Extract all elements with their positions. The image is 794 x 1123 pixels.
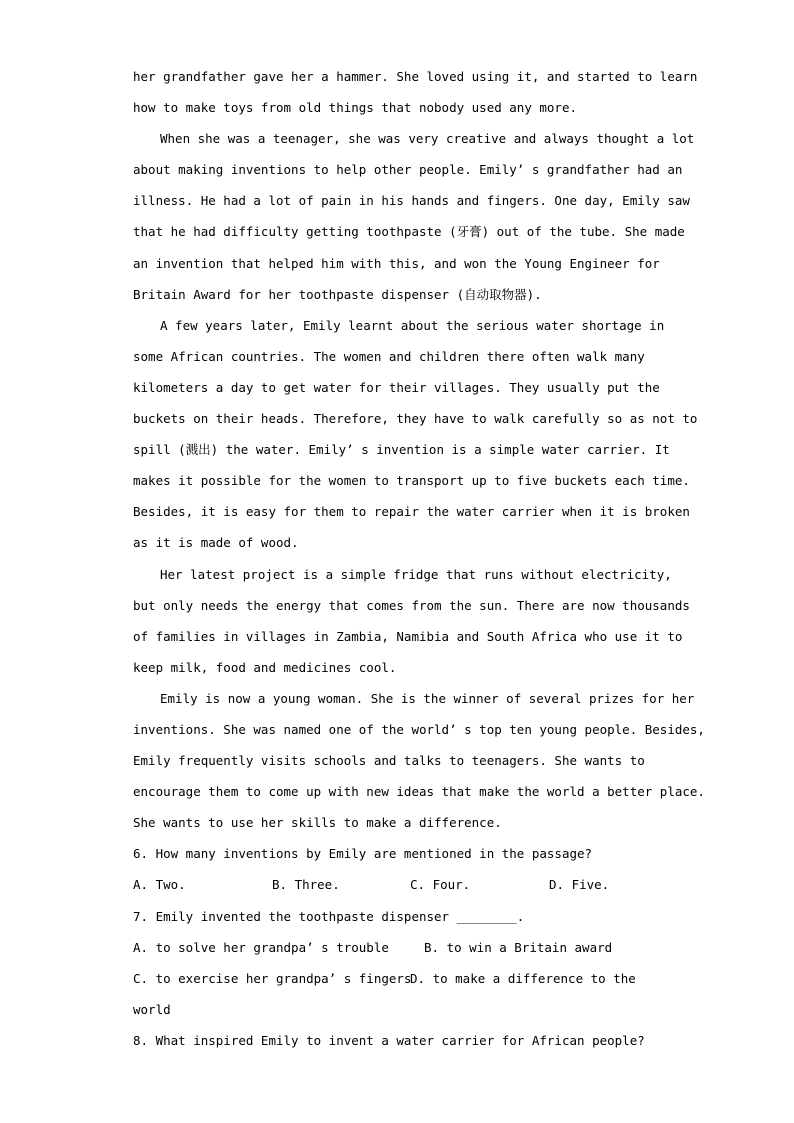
passage-line: spill (溅出) the water. Emily’ s invention is a simple water carrier. It (133, 442, 670, 458)
option-d: D. to make a difference to the (410, 970, 636, 986)
question-options-row-1 (133, 932, 673, 963)
question-8 (133, 1025, 673, 1056)
passage-line: keep milk, food and medicines cool. (133, 659, 397, 675)
passage-line: encourage them to come up with new ideas that make the world a better place. (133, 784, 705, 800)
passage-line: Britain Award for her toothpaste dispenser (自动取物器). (133, 286, 542, 302)
option-b: B. Three. (272, 877, 340, 893)
document-body (133, 61, 705, 1056)
passage-paragraph-4 (133, 559, 690, 683)
passage-line: Emily is now a young woman. She is the winner of several prizes for her (160, 690, 695, 706)
option-d: D. Five. (549, 877, 610, 893)
passage-line: some African countries. The women and children there often walk many (133, 348, 645, 364)
passage-paragraph-2 (133, 123, 695, 310)
question-stem: 8. What inspired Emily to invent a water carrier for African people? (133, 1032, 645, 1048)
passage-line: about making inventions to help other people. Emily’ s grandfather had an (133, 162, 683, 178)
passage-line: makes it possible for the women to transport up to five buckets each time. (133, 473, 690, 489)
question-7 (133, 901, 673, 1025)
passage-line: but only needs the energy that comes from the sun. There are now thousands (133, 597, 690, 613)
passage-line: how to make toys from old things that nobody used any more. (133, 100, 578, 116)
passage-line: as it is made of wood. (133, 535, 299, 551)
passage-line: illness. He had a lot of pain in his hands and fingers. One day, Emily saw (133, 193, 690, 209)
passage-line: kilometers a day to get water for their villages. They usually put the (133, 379, 660, 395)
option-a: A. to solve her grandpa’ s trouble (133, 939, 389, 955)
passage-paragraph-1 (133, 61, 698, 123)
option-b: B. to win a Britain award (424, 939, 613, 955)
passage-line: of families in villages in Zambia, Namibia and South Africa who use it to (133, 628, 683, 644)
passage-line: buckets on their heads. Therefore, they have to walk carefully so as not to (133, 411, 698, 427)
option-d-continuation: world (133, 1001, 171, 1017)
passage-line: Emily frequently visits schools and talks to teenagers. She wants to (133, 753, 645, 769)
question-stem: 6. How many inventions by Emily are mentioned in the passage? (133, 846, 593, 862)
passage-line: When she was a teenager, she was very creative and always thought a lot (160, 131, 695, 147)
passage-line: her grandfather gave her a hammer. She loved using it, and started to learn (133, 69, 698, 84)
passage-line: She wants to use her skills to make a difference. (133, 815, 502, 831)
passage-line: that he had difficulty getting toothpaste (牙膏) out of the tube. She made (133, 224, 685, 240)
passage-line: Besides, it is easy for them to repair the water carrier when it is broken (133, 504, 690, 520)
passage-paragraph-3 (133, 310, 698, 559)
option-c: C. Four. (410, 877, 471, 893)
passage-line: A few years later, Emily learnt about the serious water shortage in (160, 317, 665, 333)
passage-line: inventions. She was named one of the world’ s top ten young people. Besides, (133, 721, 705, 737)
question-6 (133, 838, 673, 900)
passage-line: Her latest project is a simple fridge that runs without electricity, (160, 566, 672, 582)
passage-paragraph-5 (133, 683, 705, 838)
option-c: C. to exercise her grandpa’ s fingers (133, 970, 412, 986)
passage-line: an invention that helped him with this, and won the Young Engineer for (133, 255, 660, 271)
question-stem: 7. Emily invented the toothpaste dispenser ________. (133, 908, 525, 924)
question-options-row-2 (133, 963, 673, 994)
option-a: A. Two. (133, 877, 186, 893)
question-options (133, 869, 673, 900)
